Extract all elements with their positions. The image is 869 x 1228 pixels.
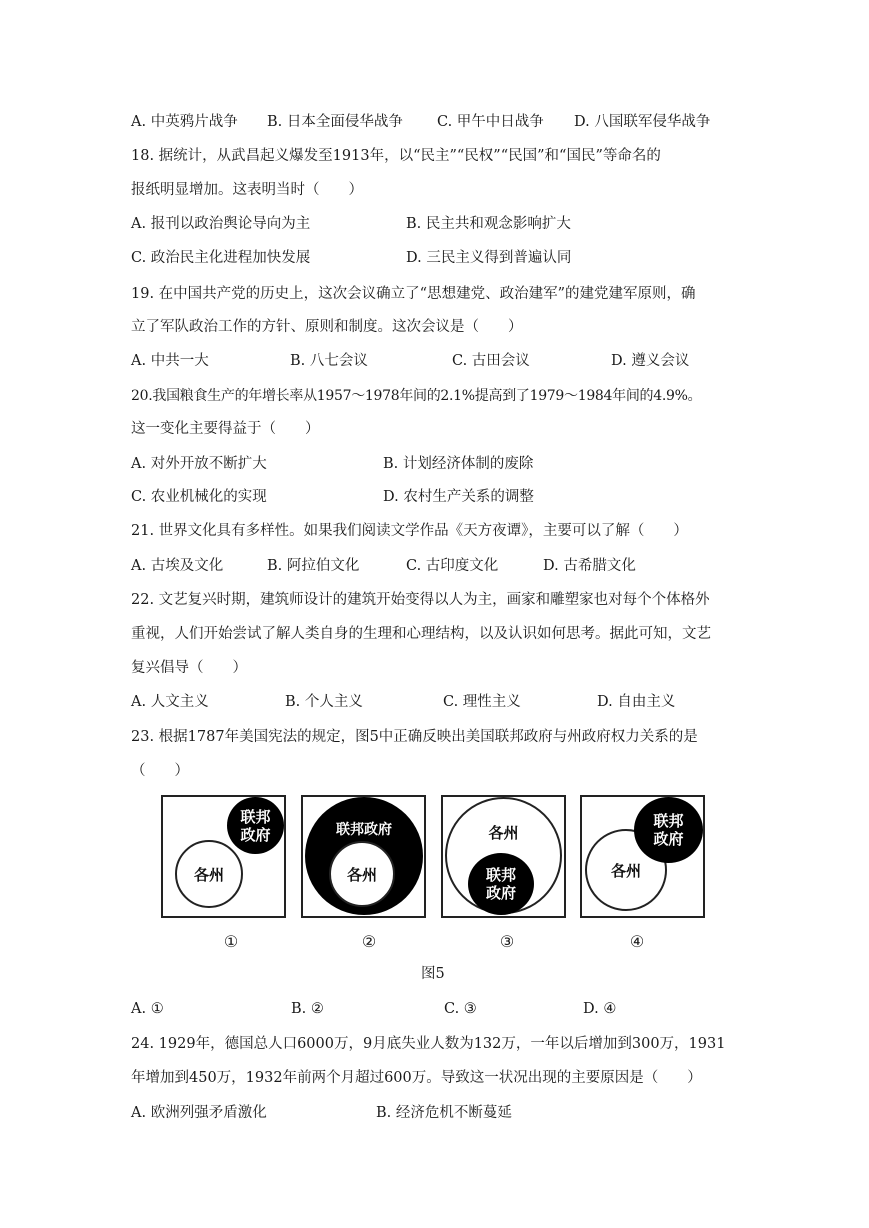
diagram-1 [161, 795, 286, 918]
diagram-label-3: ③ [499, 932, 515, 951]
q21-option-b: B. 阿拉伯文化 [267, 558, 360, 574]
q17-option-d: D. 八国联军侵华战争 [574, 114, 711, 130]
q18-option-b: B. 民主共和观念影响扩大 [406, 216, 571, 232]
q18-option-d: D. 三民主义得到普遍认同 [406, 250, 572, 266]
q19-stem-line-2: 立了军队政治工作的方针、原则和制度。这次会议是（ ） [131, 319, 523, 335]
states-circle: 各州 [175, 840, 243, 908]
q21-stem-line-1: 21. 世界文化具有多样性。如果我们阅读文学作品《天方夜谭》，主要可以了解（ ） [131, 523, 688, 539]
q23-stem-line-1: 23. 根据1787年美国宪法的规定，图5中正确反映出美国联邦政府与州政府权力关系的是 [131, 729, 698, 745]
q22-option-a: A. 人文主义 [131, 694, 209, 710]
q19-stem-line-1: 19. 在中国共产党的历史上，这次会议确立了“思想建党、政治建军”的建党建军原则，确 [131, 286, 696, 302]
q24-option-a: A. 欧洲列强矛盾激化 [131, 1105, 267, 1121]
q23-option-a: A. ① [131, 1001, 164, 1017]
figure-caption: 图5 [421, 966, 445, 982]
q22-stem-line-2: 重视，人们开始尝试了解人类自身的生理和心理结构，以及认识如何思考。据此可知，文艺 [131, 626, 711, 642]
q17-option-b: B. 日本全面侵华战争 [267, 114, 403, 130]
q18-stem-line-1: 18. 据统计，从武昌起义爆发至1913年，以“民主”“民权”“民国”和“国民”等命名的 [131, 148, 661, 164]
q19-option-c: C. 古田会议 [452, 353, 530, 369]
q21-option-a: A. 古埃及文化 [131, 558, 224, 574]
states-circle: 各州 [445, 797, 562, 914]
q20-option-b: B. 计划经济体制的废除 [383, 456, 534, 472]
q19-option-a: A. 中共一大 [131, 353, 209, 369]
q23-option-d: D. ④ [583, 1001, 617, 1017]
q22-option-c: C. 理性主义 [443, 694, 521, 710]
federal-circle: 联邦政府 [305, 797, 423, 915]
q17-option-c: C. 甲午中日战争 [437, 114, 544, 130]
states-circle: 各州 [329, 841, 395, 907]
q23-stem-line-2: （ ） [131, 763, 189, 779]
q20-stem-line-2: 这一变化主要得益于（ ） [131, 421, 320, 437]
federal-circle: 联邦 政府 [634, 797, 703, 863]
q23-option-b: B. ② [291, 1001, 324, 1017]
q24-stem-line-2: 年增加到450万，1932年前两个月超过600万。导致这一状况出现的主要原因是（ ） [131, 1070, 702, 1086]
q24-option-b: B. 经济危机不断蔓延 [376, 1105, 512, 1121]
q23-option-c: C. ③ [444, 1001, 477, 1017]
q22-option-b: B. 个人主义 [285, 694, 363, 710]
q18-stem-line-2: 报纸明显增加。这表明当时（ ） [131, 182, 363, 198]
diagram-label-4: ④ [629, 932, 645, 951]
diagram-2 [301, 795, 426, 918]
diagram-3 [441, 795, 566, 918]
q22-stem-line-1: 22. 文艺复兴时期，建筑师设计的建筑开始变得以人为主，画家和雕塑家也对每个个体格外 [131, 592, 710, 608]
q18-option-c: C. 政治民主化进程加快发展 [131, 250, 311, 266]
q21-option-d: D. 古希腊文化 [543, 558, 636, 574]
q24-stem-line-1: 24. 1929年，德国总人口6000万，9月底失业人数为132万，一年以后增加到300万，1931 [131, 1036, 726, 1052]
diagram-4 [580, 795, 705, 918]
q20-option-d: D. 农村生产关系的调整 [383, 489, 534, 505]
q17-option-a: A. 中英鸦片战争 [131, 114, 238, 130]
q22-stem-line-3: 复兴倡导（ ） [131, 660, 247, 676]
q22-option-d: D. 自由主义 [597, 694, 676, 710]
q20-option-c: C. 农业机械化的实现 [131, 489, 267, 505]
q21-option-c: C. 古印度文化 [406, 558, 499, 574]
q19-option-b: B. 八七会议 [290, 353, 368, 369]
diagram-label-2: ② [361, 932, 377, 951]
q18-option-a: A. 报刊以政治舆论导向为主 [131, 216, 311, 232]
diagram-label-1: ① [223, 932, 239, 951]
q20-stem-line-1: 20.我国粮食生产的年增长率从1957～1978年间的2.1%提高到了1979～1984年间的4.9%。 [131, 388, 702, 404]
states-circle: 各州 [585, 829, 667, 911]
federal-circle: 联邦 政府 [227, 797, 284, 854]
federal-circle: 联邦 政府 [468, 853, 534, 915]
q19-option-d: D. 遵义会议 [611, 353, 690, 369]
q20-option-a: A. 对外开放不断扩大 [131, 456, 267, 472]
